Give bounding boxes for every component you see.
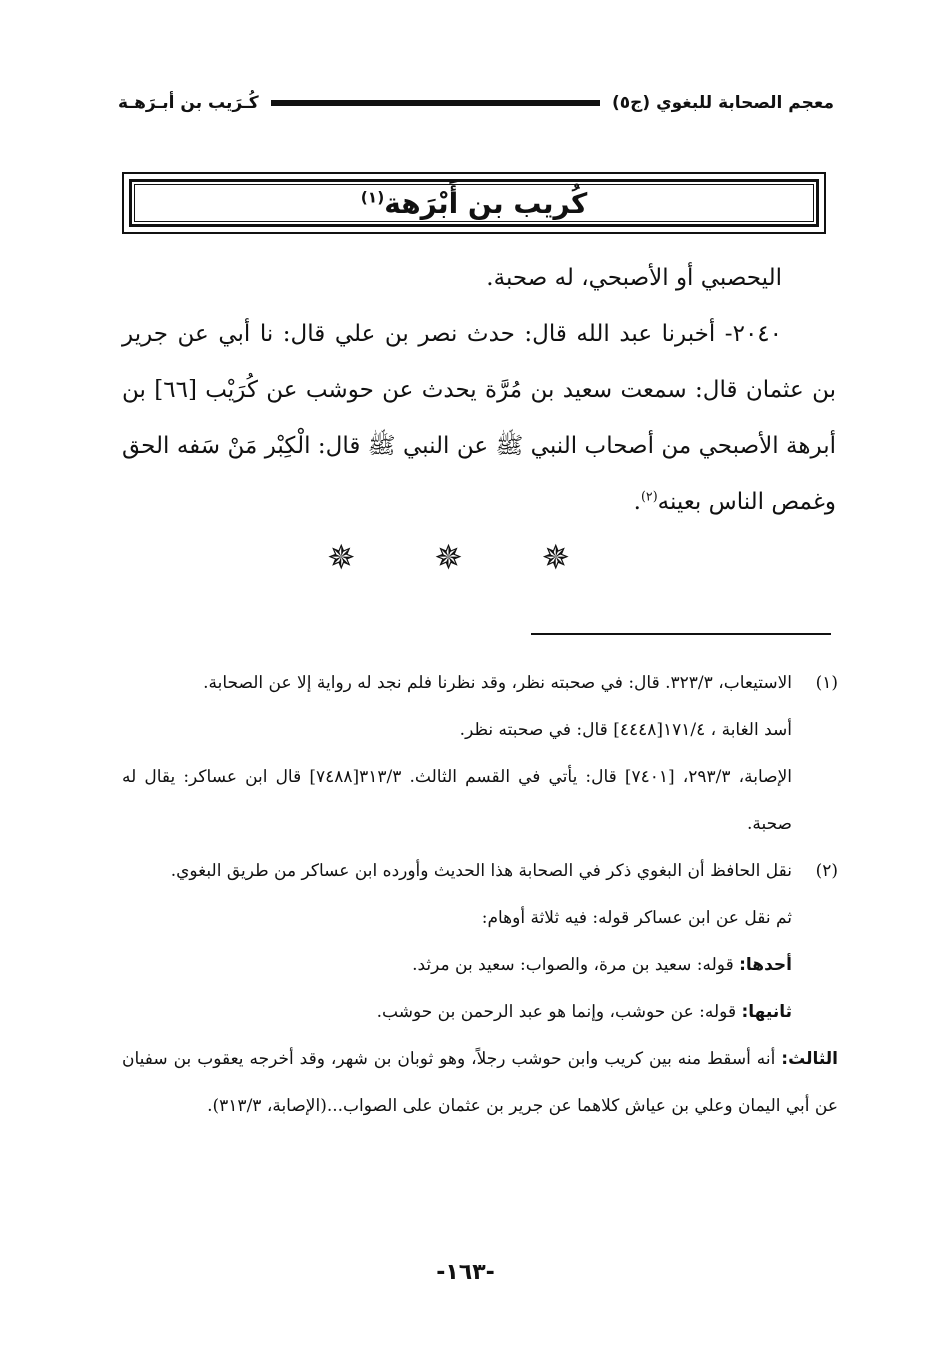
footnote-2-line-2: ثم نقل عن ابن عساكر قوله: فيه ثلاثة أوهام: — [481, 908, 792, 928]
footnote-1-line-3: الإصابة، ٢٩٣/٣، [٧٤٠١] قال: يأتي في القسم الثالث. ٣١٣/٣[٧٤٨٨] قال ابن عساكر: يقال له صحبة. — [122, 767, 792, 834]
hadith-end: . — [633, 489, 641, 515]
footnote-2-number: (٢) — [815, 861, 838, 881]
footnote-2-first — [122, 942, 838, 989]
footnote-2-second — [122, 989, 838, 1036]
header-book-title: معجم الصحابة للبغوي (ج٥) — [611, 93, 834, 113]
footnote-2-third — [122, 1036, 838, 1130]
header-rule — [271, 100, 600, 106]
footnotes — [122, 660, 838, 1130]
running-header — [118, 88, 834, 118]
hadith-footnote-ref: (٢) — [640, 488, 658, 504]
footnote-2-third-label: الثالث: — [781, 1049, 838, 1069]
footnote-2-third-text: أنه أسقط منه بين كريب وابن حوشب رجلاً، وهو ثوبان بن شهر، وقد أخرجه يعقوب بن سفيان عن أبي اليمان وعلي بن عياش كلاهما عن جرير بن عثمان على الصواب...(الإصابة، ٣١٣/٣). — [122, 1049, 838, 1116]
footnote-2-second-label: ثانيها: — [741, 1002, 792, 1022]
intro-paragraph: اليحصبي أو الأصبحي، له صحبة. — [486, 265, 782, 291]
footnote-2-text-1: نقل الحافظ أن البغوي ذكر في الصحابة هذا الحديث وأورده ابن عساكر من طريق البغوي. — [170, 861, 792, 881]
footnote-1-line-2: أسد الغابة ، ١٧١/٤[٤٤٤٨] قال: في صحبته نظر. — [459, 720, 792, 740]
header-entry-name: كُـرَيب بن أبـرَهـة — [118, 93, 259, 113]
entry-title-frame — [129, 179, 819, 227]
hadith-text: ٢٠٤٠- أخبرنا عبد الله قال: حدث نصر بن علي قال: نا أبي عن جرير بن عثمان قال: سمعت سعيد بن مُرَّة يحدث عن حوشب عن كُرَيْب [٦٦] بن أبرهة الأصبحي من أصحاب النبي ﷺ عن النبي ﷺ قال: الْكِبْر مَنْ سَفه الحق وغمص الناس بعينه — [122, 321, 836, 515]
entry-title-text: كُريب بن أَبْرَهة — [384, 186, 588, 220]
section-separator: ✵ ✵ ✵ — [326, 538, 605, 578]
footnote-1-text-1: الاستيعاب، ٣٢٣/٣. قال: في صحبته نظر، وقد نظرنا فلم نجد له رواية إلا عن الصحابة. — [203, 673, 792, 693]
entry-title — [361, 187, 588, 220]
page-number: -١٦٣- — [436, 1260, 495, 1285]
footnote-2-line-1 — [122, 848, 838, 895]
footnote-rule — [531, 633, 831, 635]
footnote-2-first-text: قوله: سعيد بن مرة، والصواب: سعيد بن مرثد. — [412, 955, 740, 975]
footnote-2-second-text: قوله: عن حوشب، وإنما هو عبد الرحمن بن حوشب. — [376, 1002, 742, 1022]
hadith-paragraph — [122, 306, 836, 530]
footnote-2-first-label: أحدها: — [739, 955, 792, 975]
title-footnote-ref: (١) — [360, 188, 385, 207]
entry-title-box — [122, 172, 826, 234]
main-text — [122, 250, 836, 530]
footnote-1-line-1 — [122, 660, 838, 707]
footnote-1-number: (١) — [815, 673, 838, 693]
